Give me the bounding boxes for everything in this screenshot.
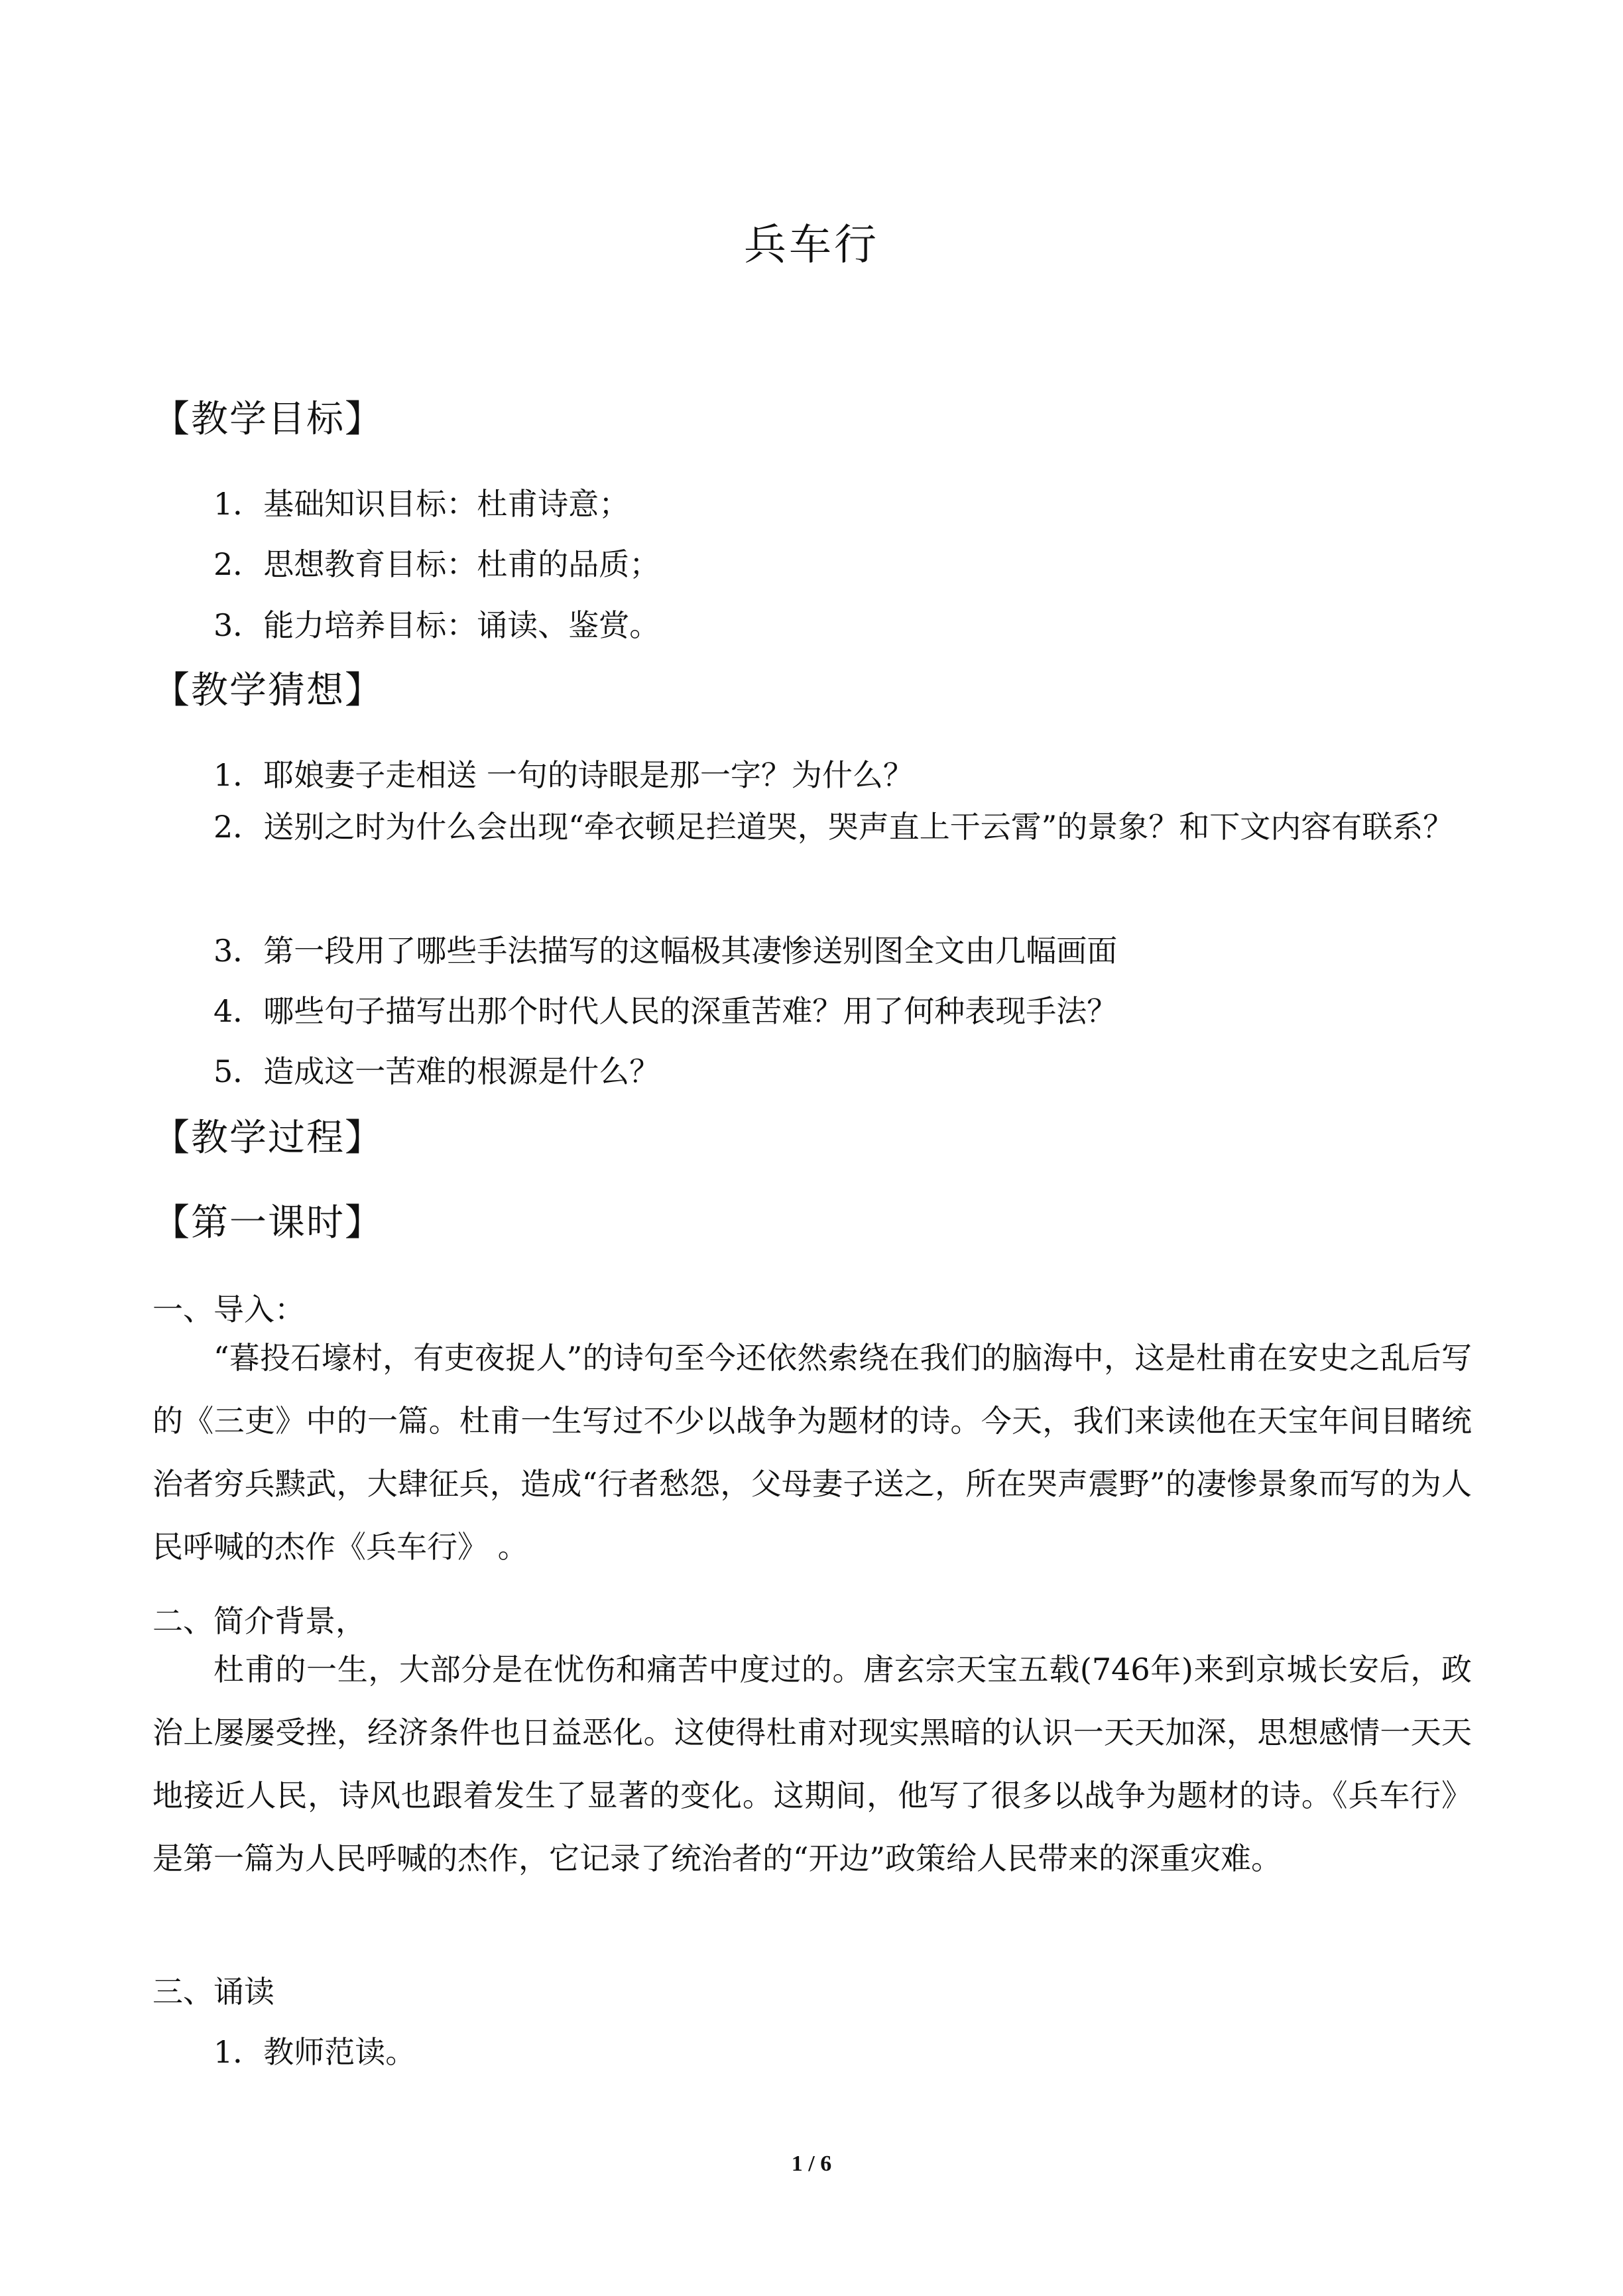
section-background-text: 杜甫的一生，大部分是在忧伤和痛苦中度过的。唐玄宗天宝五载(746年)来到京城长安后，政治上屡屡受挫，经济条件也日益恶化。这使得杜甫对现实黑暗的认识一天天加深，思想感情一天天地接近人民，诗风也跟着发生了显著的变化。这期间，他写了很多以战争为题材的诗。《兵车行》是第一篇为人民呼喊的杰作，它记录了统治者的“开边”政策给人民带来的深重灾难。 <box>152 1652 1472 1876</box>
heading-teaching-process: 【教学过程】 <box>152 1117 383 1160</box>
question-item: 3．第一段用了哪些手法描写的这幅极其凄惨送别图全文由几幅画面 <box>213 933 1118 969</box>
section-background-title: 二、简介背景， <box>152 1603 366 1639</box>
page-indicator: 1 / 6 <box>791 2151 832 2176</box>
goal-item: 1．基础知识目标：杜甫诗意； <box>213 486 630 522</box>
section-intro-text: “暮投石壕村，有吏夜捉人”的诗句至今还依然索绕在我们的脑海中，这是杜甫在安史之乱后写的《三吏》中的一篇。杜甫一生写过不少以战争为题材的诗。今天，我们来读他在天宝年间目睹统治者穷兵黩武，大肆征兵，造成“行者愁怨，父母妻子送之，所在哭声震野”的凄惨景象而写的为人民呼喊的杰作《兵车行》 。 <box>152 1340 1472 1565</box>
question-item: 1．耶娘妻子走相送 一句的诗眼是那一字？为什么？ <box>213 757 914 793</box>
goal-item: 2．思想教育目标：杜甫的品质； <box>213 546 660 582</box>
heading-teaching-goals: 【教学目标】 <box>152 398 383 441</box>
goal-item: 3．能力培养目标：诵读、鉴赏。 <box>213 607 660 643</box>
question-item: 4．哪些句子描写出那个时代人民的深重苦难？用了何种表现手法？ <box>213 993 1118 1029</box>
question-item: 2．送别之时为什么会出现“牵衣顿足拦道哭，哭声直上干云霄”的景象？和下文内容有联系？ <box>213 809 1454 845</box>
section-intro-title: 一、导入： <box>152 1292 305 1327</box>
heading-first-lesson: 【第一课时】 <box>152 1201 383 1244</box>
recite-item: 1．教师范读。 <box>213 2034 416 2070</box>
heading-teaching-questions: 【教学猜想】 <box>152 669 383 712</box>
question-item: 5．造成这一苦难的根源是什么？ <box>213 1054 660 1089</box>
document-title: 兵车行 <box>744 221 879 270</box>
section-recite-title: 三、诵读 <box>152 1974 274 2010</box>
